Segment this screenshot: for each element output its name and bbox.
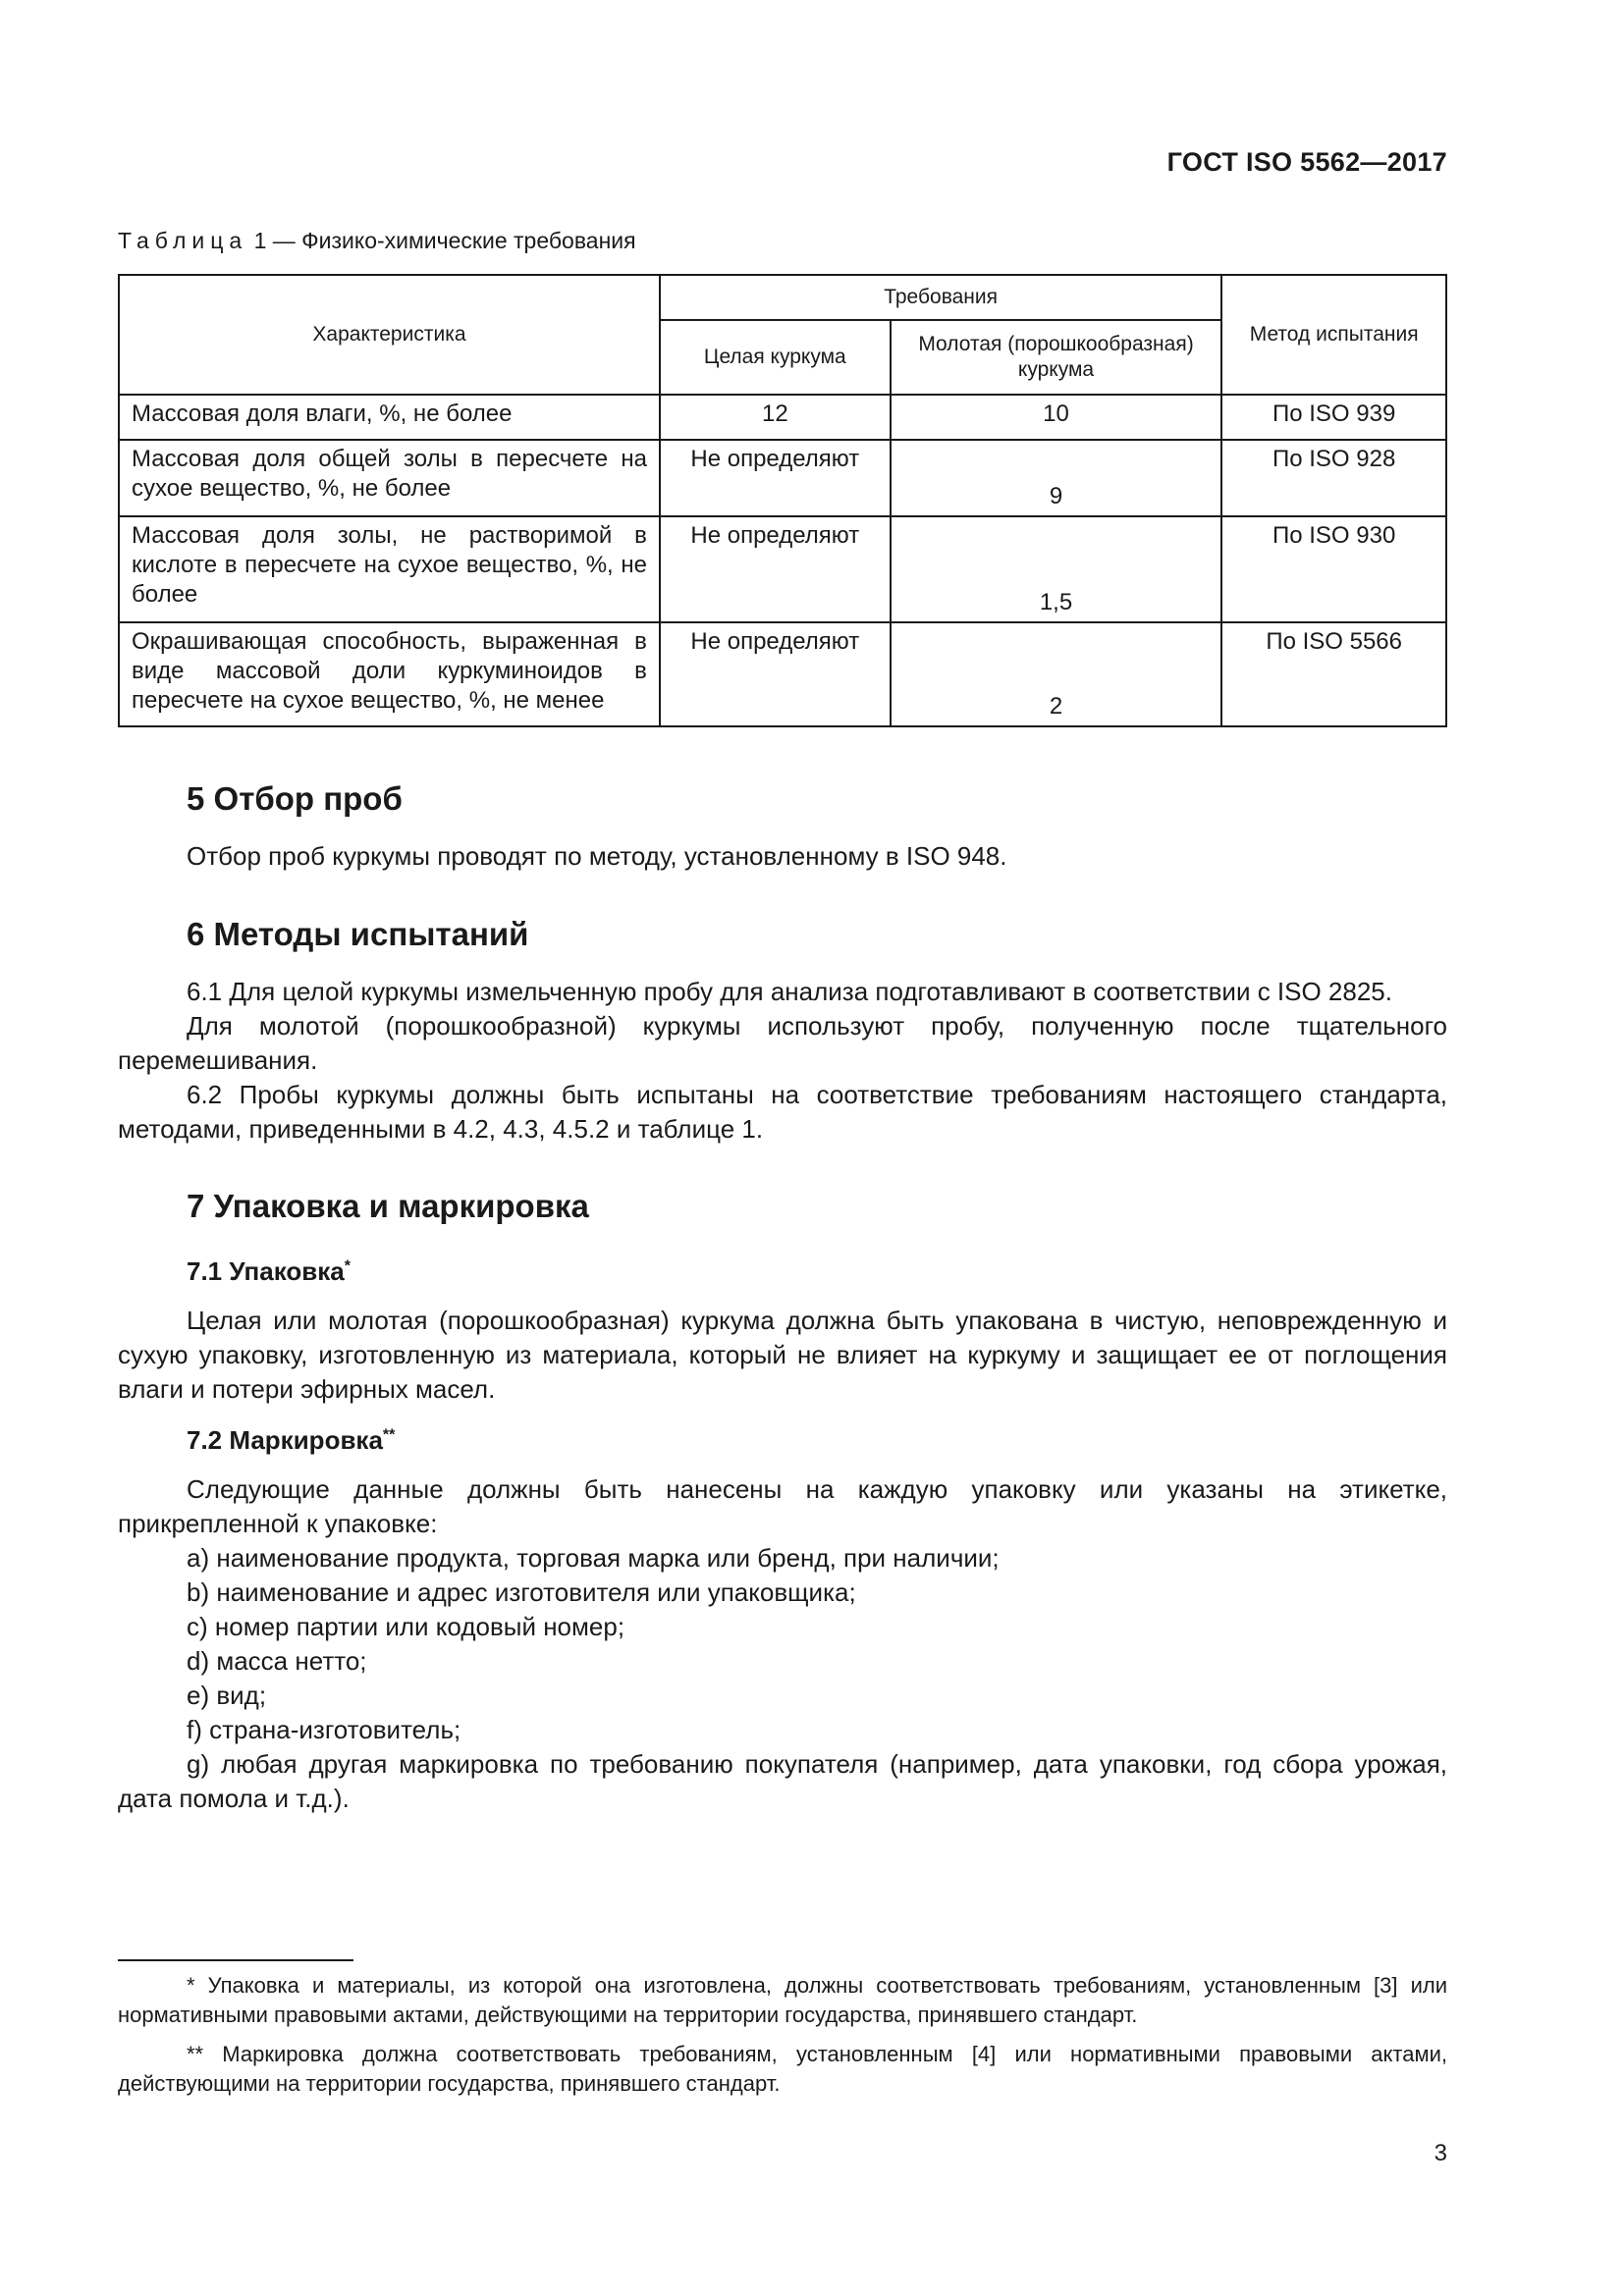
list-item-text: a) наименование продукта, торговая марка или бренд, при наличии; <box>187 1543 1000 1573</box>
cell-ground: 9 <box>891 440 1222 516</box>
list-item <box>118 1610 1447 1644</box>
list-item-text: c) номер партии или кодовый номер; <box>187 1612 625 1641</box>
section-6-title: 6 Методы испытаний <box>187 916 529 952</box>
cell-method: По ISO 5566 <box>1221 622 1446 726</box>
footnote-divider <box>118 1959 353 1961</box>
list-item <box>118 1713 1447 1747</box>
cell-ground: 2 <box>891 622 1222 726</box>
section-6-p1 <box>118 975 1447 1009</box>
list-item <box>118 1679 1447 1713</box>
header-method: Метод испытания <box>1221 275 1446 395</box>
section-7-2-intro-content: Следующие данные должны быть нанесены на каждую упаковку или указаны на этикетке, прикрепленной к упаковке: <box>118 1474 1447 1538</box>
cell-ground: 10 <box>891 395 1222 440</box>
document-code: ГОСТ ISO 5562—2017 <box>1166 147 1447 177</box>
section-7-1-text <box>118 1304 1447 1407</box>
section-7-2-title-text: 7.2 Маркировка <box>187 1425 383 1455</box>
cell-whole: 12 <box>660 395 891 440</box>
cell-characteristic: Массовая доля влаги, %, не более <box>119 395 660 440</box>
cell-method: По ISO 928 <box>1221 440 1446 516</box>
cell-characteristic: Окрашивающая способность, выраженная в виде массовой доли куркуминоидов в пересчете на сухое вещество, %, не менее <box>119 622 660 726</box>
list-item <box>118 1747 1447 1816</box>
cell-method: По ISO 939 <box>1221 395 1446 440</box>
cell-whole: Не определяют <box>660 622 891 726</box>
cell-whole: Не определяют <box>660 440 891 516</box>
table-caption-prefix: Таблица <box>118 228 248 253</box>
table-caption-text: 1 — Физико-химические требования <box>247 228 636 253</box>
header-whole: Целая куркума <box>660 320 891 395</box>
footnote-1-text: * Упаковка и материалы, из которой она изготовлена, должны соответствовать требованиям, установленным [3] или нормативными правовыми актами, действующими на территории государства, принявшего стандарт. <box>118 1973 1447 2027</box>
table-row <box>119 622 1446 726</box>
list-item-text: g) любая другая маркировка по требованию покупателя (например, дата упаковки, год сбора урожая, дата помола и т.д.). <box>118 1749 1447 1813</box>
section-6-p2 <box>118 1009 1447 1078</box>
section-6-p3-content: 6.2 Пробы куркумы должны быть испытаны на соответствие требованиям настоящего стандарта, методами, приведенными в 4.2, 4.3, 4.5.2 и таблице 1. <box>118 1080 1447 1144</box>
footnote-2-text: ** Маркировка должна соответствовать требованиям, установленным [4] или нормативными правовыми актами, действующими на территории государства, принявшего стандарт. <box>118 2042 1447 2096</box>
section-5-text-content: Отбор проб куркумы проводят по методу, установленному в ISO 948. <box>187 841 1007 871</box>
cell-characteristic: Массовая доля общей золы в пересчете на сухое вещество, %, не более <box>119 440 660 516</box>
table-row <box>119 440 1446 516</box>
list-item-text: b) наименование и адрес изготовителя или упаковщика; <box>187 1577 856 1607</box>
header-requirements: Требования <box>660 275 1221 320</box>
section-7-1-title-text: 7.1 Упаковка <box>187 1256 345 1286</box>
section-5-title: 5 Отбор проб <box>187 780 403 817</box>
cell-characteristic: Массовая доля золы, не растворимой в кислоте в пересчете на сухое вещество, %, не более <box>119 516 660 622</box>
requirements-table <box>118 274 1447 727</box>
list-item <box>118 1644 1447 1679</box>
header-ground: Молотая (порошкообразная) куркума <box>891 320 1222 395</box>
table-row <box>119 395 1446 440</box>
section-7-1-title <box>187 1256 351 1287</box>
footnote-mark: ** <box>382 1426 396 1444</box>
section-5-text <box>118 839 1447 874</box>
header-characteristic: Характеристика <box>119 275 660 395</box>
section-6-p2-content: Для молотой (порошкообразной) куркумы используют пробу, полученную после тщательного перемешивания. <box>118 1011 1447 1075</box>
list-item-text: f) страна-изготовитель; <box>187 1715 461 1744</box>
footnote-2 <box>118 2040 1447 2099</box>
footnote-mark: * <box>344 1257 351 1275</box>
list-item <box>118 1575 1447 1610</box>
list-item-text: e) вид; <box>187 1681 267 1710</box>
cell-whole: Не определяют <box>660 516 891 622</box>
list-item <box>118 1541 1447 1575</box>
table-caption <box>118 228 636 254</box>
table-row <box>119 516 1446 622</box>
section-6-p3 <box>118 1078 1447 1147</box>
section-6-p1-content: 6.1 Для целой куркумы измельченную пробу для анализа подготавливают в соответствии с ISO 2825. <box>187 977 1392 1006</box>
section-7-2-intro <box>118 1472 1447 1541</box>
cell-method: По ISO 930 <box>1221 516 1446 622</box>
section-7-1-text-content: Целая или молотая (порошкообразная) куркума должна быть упакована в чистую, неповрежденную и сухую упаковку, изготовленную из материала, который не влияет на куркуму и защищает ее от поглощения влаги и потери эфирных масел. <box>118 1306 1447 1404</box>
section-7-2-title <box>187 1425 395 1456</box>
section-7-title: 7 Упаковка и маркировка <box>187 1188 589 1224</box>
page-number: 3 <box>1434 2140 1447 2166</box>
cell-ground: 1,5 <box>891 516 1222 622</box>
list-item-text: d) масса нетто; <box>187 1646 367 1676</box>
footnote-1 <box>118 1971 1447 2030</box>
